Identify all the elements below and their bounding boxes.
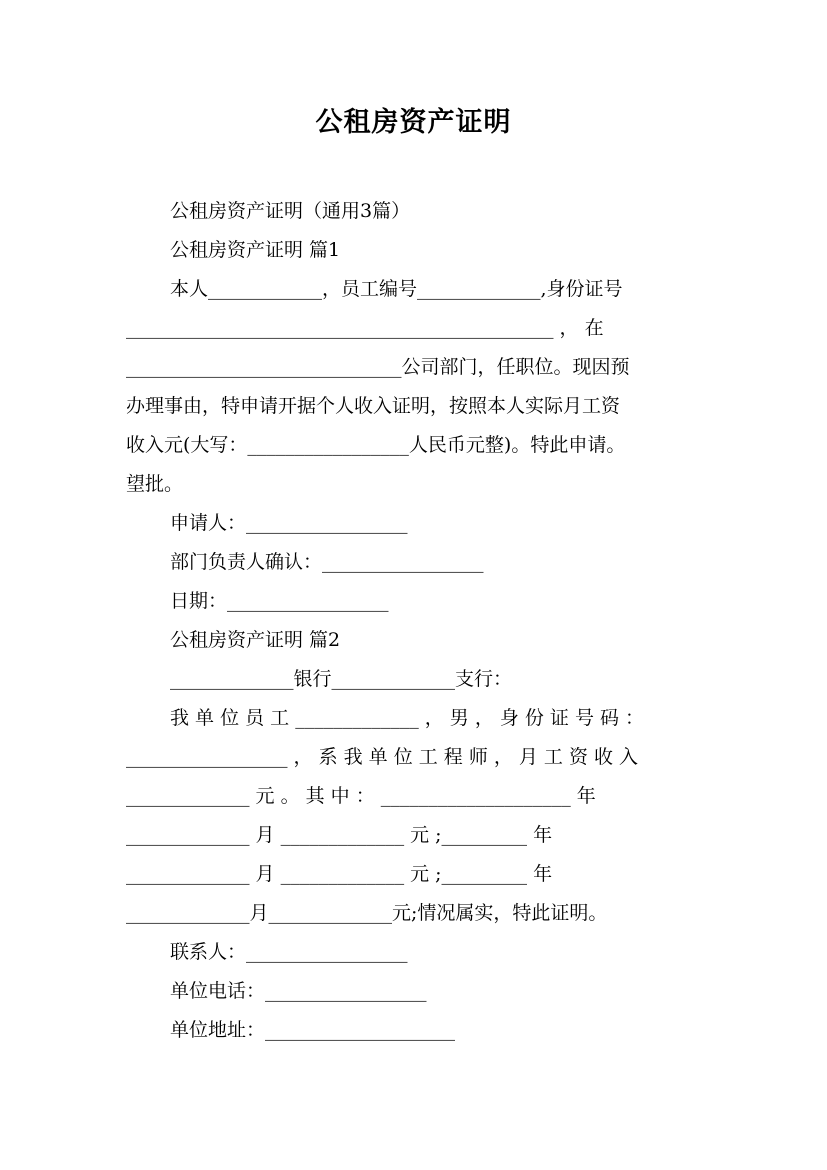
line-9: _____________ 元 。 其 中 ： ____________________ 年 bbox=[126, 785, 596, 807]
document-title: 公租房资产证明 bbox=[315, 107, 512, 138]
line-6: 望批。 bbox=[126, 473, 184, 495]
line-2: _____________________________________________ ， 在 bbox=[126, 317, 604, 339]
line-12: _____________月_____________元;情况属实，特此证明。 bbox=[126, 902, 608, 924]
line-7: 我 单 位 员 工 _____________ ， 男 ， 身 份 证 号 码 ： bbox=[170, 707, 645, 729]
line-1: 本人____________，员工编号_____________,身份证号 bbox=[170, 278, 623, 300]
line-heading-2: 公租房资产证明 篇2 bbox=[170, 629, 341, 651]
line-subtitle: 公租房资产证明（通用3篇） bbox=[170, 200, 411, 222]
line-8: _________________ ， 系 我 单 位 工 程 师 ， 月 工 资 收 入 bbox=[126, 746, 639, 768]
line-3: _____________________________公司部门，任职位。现因预 bbox=[126, 356, 630, 378]
contact-line: 联系人：_________________ bbox=[170, 941, 408, 963]
date-line: 日期：_________________ bbox=[170, 590, 389, 612]
unit-address-line: 单位地址：____________________ bbox=[170, 1019, 456, 1041]
line-4: 办理事由，特申请开据个人收入证明，按照本人实际月工资 bbox=[126, 395, 621, 417]
unit-phone-line: 单位电话：_________________ bbox=[170, 980, 427, 1002]
bank-line: _____________银行_____________支行： bbox=[170, 668, 513, 690]
department-confirm-line: 部门负责人确认：_________________ bbox=[170, 551, 484, 573]
line-10: _____________ 月 _____________ 元 ;_________ 年 bbox=[126, 824, 553, 846]
applicant-line: 申请人：_________________ bbox=[170, 512, 408, 534]
line-heading-1: 公租房资产证明 篇1 bbox=[170, 239, 341, 261]
line-5: 收入元(大写：_________________人民币元整)。特此申请。 bbox=[126, 434, 626, 456]
line-11: _____________ 月 _____________ 元 ;_________ 年 bbox=[126, 863, 553, 885]
